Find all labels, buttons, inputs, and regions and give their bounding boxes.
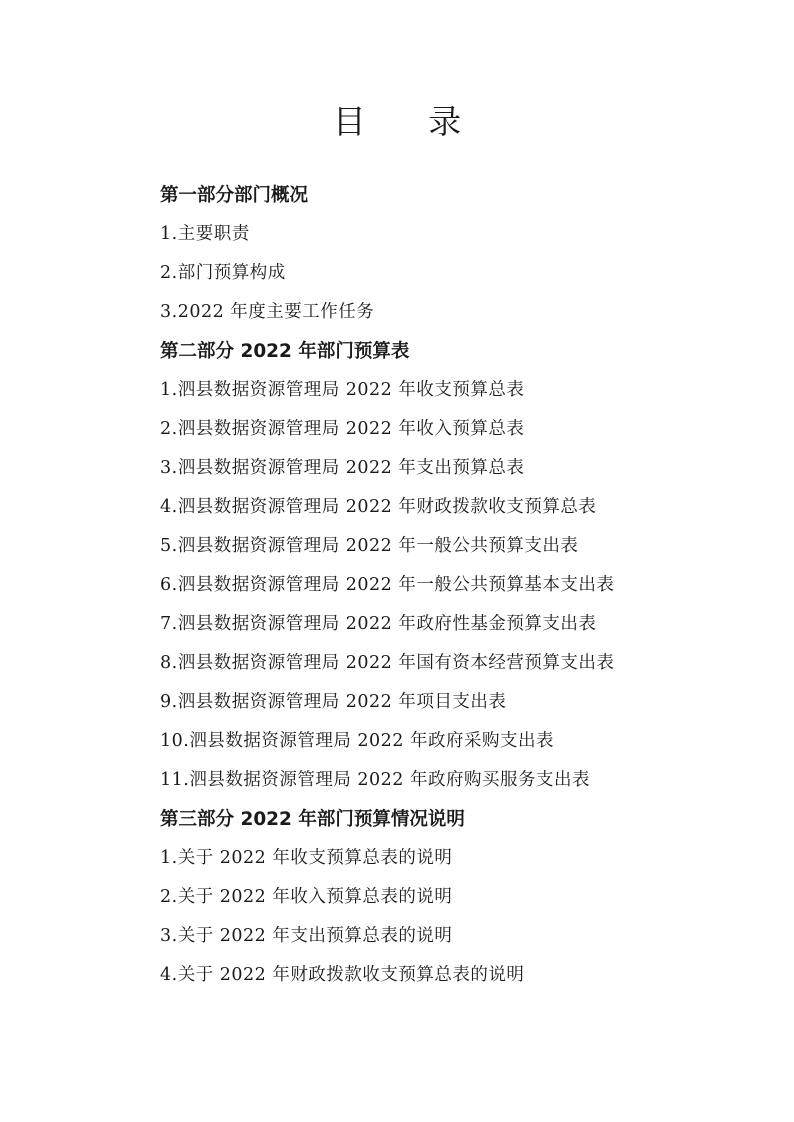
toc-item[interactable]: 11.泗县数据资源管理局 2022 年政府购买服务支出表 <box>160 770 590 790</box>
toc-item[interactable]: 1.主要职责 <box>160 224 250 244</box>
toc-item[interactable]: 2.部门预算构成 <box>160 263 286 283</box>
toc-section-3 <box>160 800 760 995</box>
toc-item[interactable]: 5.泗县数据资源管理局 2022 年一般公共预算支出表 <box>160 536 579 556</box>
table-of-contents <box>160 176 760 995</box>
section-heading[interactable]: 第一部分部门概况 <box>160 185 309 206</box>
section-heading[interactable]: 第二部分 2022 年部门预算表 <box>160 341 410 362</box>
section-heading[interactable]: 第三部分 2022 年部门预算情况说明 <box>160 809 465 830</box>
toc-item[interactable]: 2.关于 2022 年收入预算总表的说明 <box>160 887 453 907</box>
toc-item[interactable]: 7.泗县数据资源管理局 2022 年政府性基金预算支出表 <box>160 614 597 634</box>
toc-item[interactable]: 3.泗县数据资源管理局 2022 年支出预算总表 <box>160 458 525 478</box>
toc-item[interactable]: 1.泗县数据资源管理局 2022 年收支预算总表 <box>160 380 525 400</box>
toc-item[interactable]: 6.泗县数据资源管理局 2022 年一般公共预算基本支出表 <box>160 575 615 595</box>
document-title: 目 录 <box>332 102 488 141</box>
toc-item[interactable]: 8.泗县数据资源管理局 2022 年国有资本经营预算支出表 <box>160 653 615 673</box>
toc-item[interactable]: 4.泗县数据资源管理局 2022 年财政拨款收支预算总表 <box>160 497 597 517</box>
toc-item[interactable]: 9.泗县数据资源管理局 2022 年项目支出表 <box>160 692 507 712</box>
toc-item[interactable]: 3.2022 年度主要工作任务 <box>160 302 375 322</box>
toc-section-2 <box>160 332 760 800</box>
toc-section-1 <box>160 176 760 332</box>
toc-item[interactable]: 1.关于 2022 年收支预算总表的说明 <box>160 848 453 868</box>
toc-item[interactable]: 4.关于 2022 年财政拨款收支预算总表的说明 <box>160 965 525 985</box>
toc-item[interactable]: 2.泗县数据资源管理局 2022 年收入预算总表 <box>160 419 525 439</box>
toc-item[interactable]: 3.关于 2022 年支出预算总表的说明 <box>160 926 453 946</box>
toc-item[interactable]: 10.泗县数据资源管理局 2022 年政府采购支出表 <box>160 731 554 751</box>
